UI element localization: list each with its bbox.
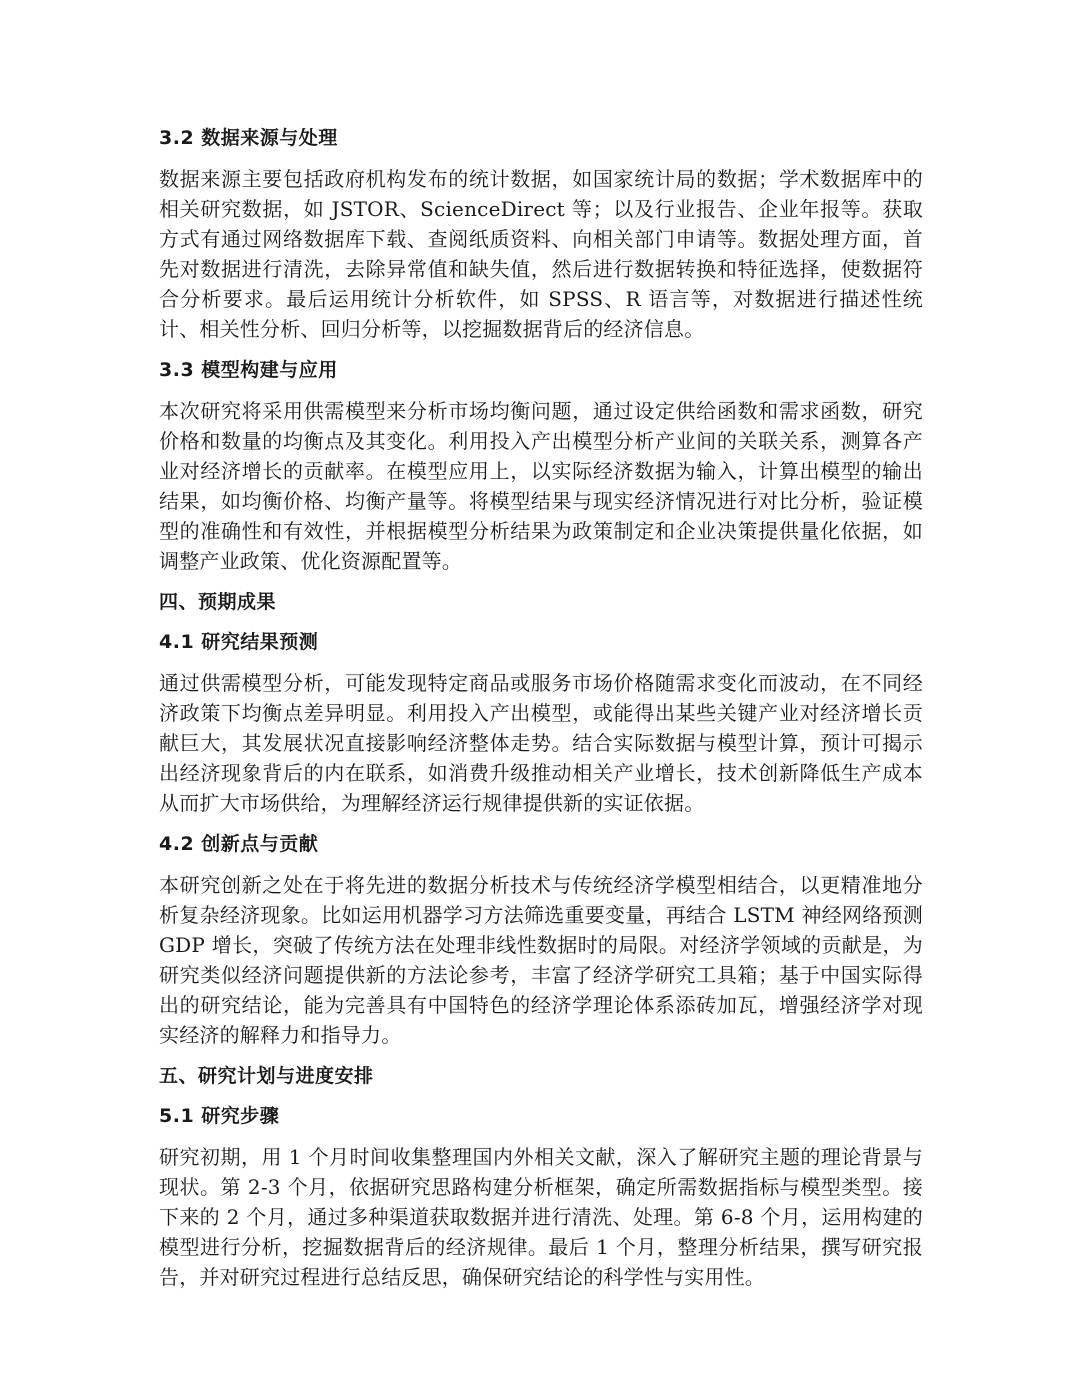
chapter-heading-5: 五、研究计划与进度安排 bbox=[159, 1065, 374, 1087]
section-heading-3-3: 3.3 模型构建与应用 bbox=[159, 359, 338, 381]
section-heading-3-2: 3.2 数据来源与处理 bbox=[159, 127, 338, 149]
section-body-3-2: 数据来源主要包括政府机构发布的统计数据，如国家统计局的数据；学术数据库中的相关研究数据，如 JSTOR、ScienceDirect 等；以及行业报告、企业年报等。获取方式有通过网络数据库下载、查阅纸质资料、向相关部门申请等。数据处理方面，首先对数据进行清洗，去除异常值和缺失值，然后进行数据转换和特征选择，使数据符合分析要求。最后运用统计分析软件，如 SPSS、R 语言等，对数据进行描述性统计、相关性分析、回归分析等，以挖掘数据背后的经济信息。 bbox=[159, 167, 923, 341]
section-body-4-2: 本研究创新之处在于将先进的数据分析技术与传统经济学模型相结合，以更精准地分析复杂经济现象。比如运用机器学习方法筛选重要变量，再结合 LSTM 神经网络预测 GDP 增长，突破了传统方法在处理非线性数据时的局限。对经济学领域的贡献是，为研究类似经济问题提供新的方法论参考，丰富了经济学研究工具箱；基于中国实际得出的研究结论，能为完善具有中国特色的经济学理论体系添砖加瓦，增强经济学对现实经济的解释力和指导力。 bbox=[159, 873, 923, 1047]
section-heading-4-2: 4.2 创新点与贡献 bbox=[159, 833, 319, 855]
document-page bbox=[159, 124, 923, 1304]
section-body-3-3: 本次研究将采用供需模型来分析市场均衡问题，通过设定供给函数和需求函数，研究价格和数量的均衡点及其变化。利用投入产出模型分析产业间的关联关系，测算各产业对经济增长的贡献率。在模型应用上，以实际经济数据为输入，计算出模型的输出结果，如均衡价格、均衡产量等。将模型结果与现实经济情况进行对比分析，验证模型的准确性和有效性，并根据模型分析结果为政策制定和企业决策提供量化依据，如调整产业政策、优化资源配置等。 bbox=[159, 399, 923, 573]
section-body-4-1: 通过供需模型分析，可能发现特定商品或服务市场价格随需求变化而波动，在不同经济政策下均衡点差异明显。利用投入产出模型，或能得出某些关键产业对经济增长贡献巨大，其发展状况直接影响经济整体走势。结合实际数据与模型计算，预计可揭示出经济现象背后的内在联系，如消费升级推动相关产业增长，技术创新降低生产成本从而扩大市场供给，为理解经济运行规律提供新的实证依据。 bbox=[159, 671, 923, 815]
section-heading-4-1: 4.1 研究结果预测 bbox=[159, 631, 319, 653]
chapter-heading-4: 四、预期成果 bbox=[159, 591, 277, 613]
section-heading-5-1: 5.1 研究步骤 bbox=[159, 1105, 280, 1127]
section-body-5-1: 研究初期，用 1 个月时间收集整理国内外相关文献，深入了解研究主题的理论背景与现状。第 2-3 个月，依据研究思路构建分析框架，确定所需数据指标与模型类型。接下来的 2 个月，通过多种渠道获取数据并进行清洗、处理。第 6-8 个月，运用构建的模型进行分析，挖掘数据背后的经济规律。最后 1 个月，整理分析结果，撰写研究报告，并对研究过程进行总结反思，确保研究结论的科学性与实用性。 bbox=[159, 1145, 923, 1289]
